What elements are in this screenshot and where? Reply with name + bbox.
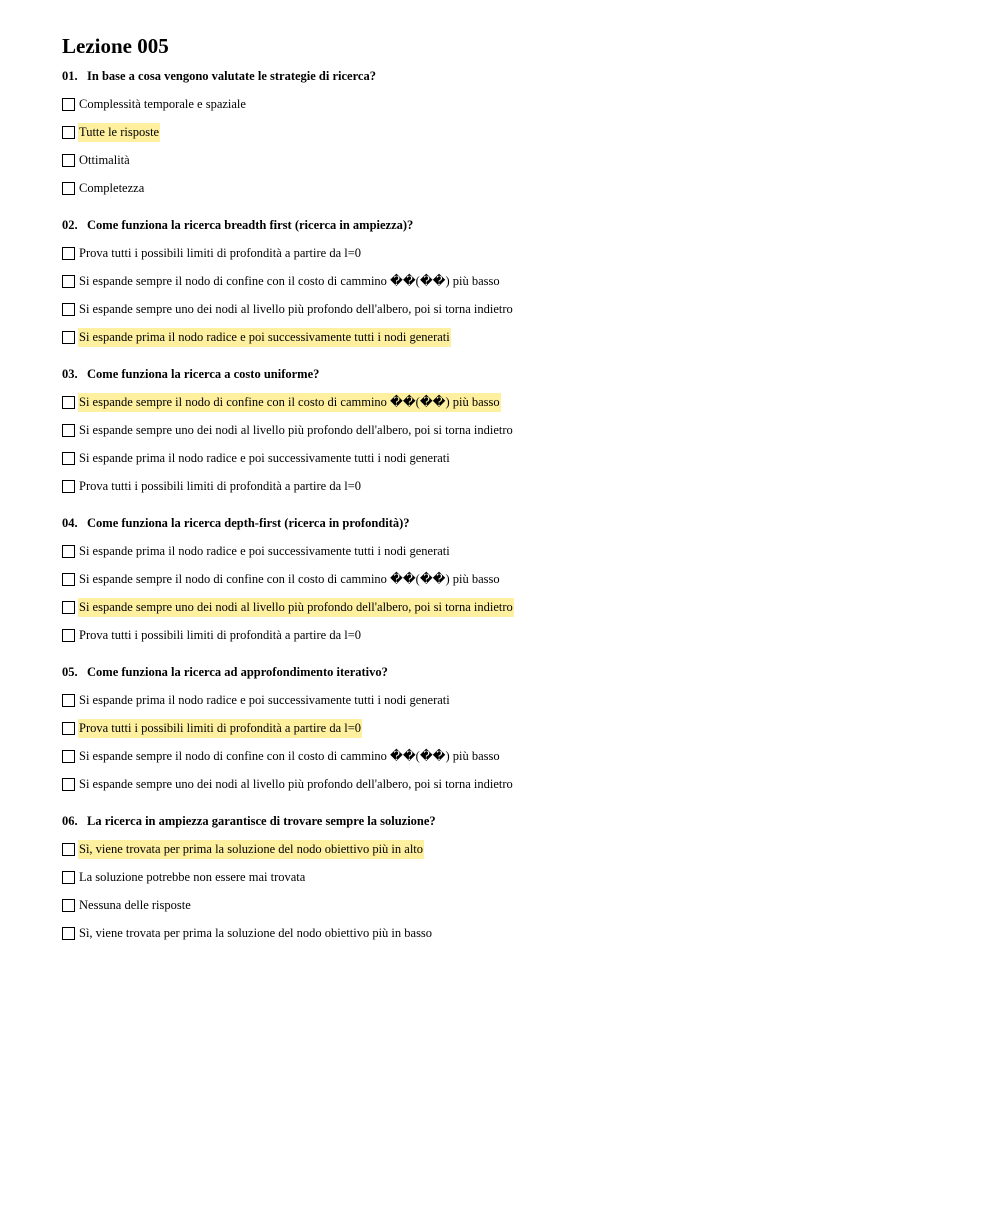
question-text [62, 68, 962, 84]
answer-option[interactable] [62, 565, 962, 593]
answer-option[interactable] [62, 593, 962, 621]
question-text [62, 515, 962, 531]
answer-option[interactable] [62, 621, 962, 649]
answer-text-highlighted: Prova tutti i possibili limiti di profondità a partire da l=0 [78, 719, 362, 738]
question-number: 01. [62, 69, 78, 83]
answer-text: Si espande sempre il nodo di confine con il costo di cammino ��(��) più basso [79, 571, 500, 586]
question-number: 02. [62, 218, 78, 232]
answer-checkbox[interactable] [62, 573, 75, 586]
answer-checkbox[interactable] [62, 750, 75, 763]
question-text [62, 366, 962, 382]
answer-checkbox[interactable] [62, 154, 75, 167]
question-list [62, 68, 962, 947]
question-number: 05. [62, 665, 78, 679]
quiz-page [62, 33, 962, 962]
answer-text: Si espande prima il nodo radice e poi successivamente tutti i nodi generati [79, 692, 450, 707]
answer-text: Si espande sempre il nodo di confine con il costo di cammino ��(��) più basso [79, 748, 500, 763]
answer-option[interactable] [62, 239, 962, 267]
answer-option[interactable] [62, 537, 962, 565]
answer-text: Si espande prima il nodo radice e poi successivamente tutti i nodi generati [79, 543, 450, 558]
question-label: La ricerca in ampiezza garantisce di trovare sempre la soluzione? [87, 814, 436, 828]
answer-option[interactable] [62, 770, 962, 798]
answer-checkbox[interactable] [62, 927, 75, 940]
answer-text-highlighted: Tutte le risposte [78, 123, 160, 142]
answer-checkbox[interactable] [62, 424, 75, 437]
answer-checkbox[interactable] [62, 275, 75, 288]
answer-option[interactable] [62, 323, 962, 351]
answer-text: Si espande sempre uno dei nodi al livello più profondo dell'albero, poi si torna indietro [79, 422, 513, 437]
question-5 [62, 664, 962, 798]
question-label: Come funziona la ricerca a costo uniforme? [87, 367, 320, 381]
question-1 [62, 68, 962, 202]
answer-option[interactable] [62, 863, 962, 891]
answer-checkbox[interactable] [62, 899, 75, 912]
answer-text: Ottimalità [79, 152, 130, 167]
answer-text: Nessuna delle risposte [79, 897, 191, 912]
question-label: Come funziona la ricerca breadth first (ricerca in ampiezza)? [87, 218, 414, 232]
question-number: 06. [62, 814, 78, 828]
answer-text: Si espande sempre uno dei nodi al livello più profondo dell'albero, poi si torna indietro [79, 301, 513, 316]
answer-option[interactable] [62, 714, 962, 742]
question-text [62, 664, 962, 680]
answer-checkbox[interactable] [62, 843, 75, 856]
answer-text: Si espande prima il nodo radice e poi successivamente tutti i nodi generati [79, 450, 450, 465]
answer-checkbox[interactable] [62, 396, 75, 409]
answer-checkbox[interactable] [62, 126, 75, 139]
question-text [62, 217, 962, 233]
question-number: 03. [62, 367, 78, 381]
question-label: Come funziona la ricerca depth-first (ricerca in profondità)? [87, 516, 410, 530]
answer-checkbox[interactable] [62, 629, 75, 642]
answer-checkbox[interactable] [62, 303, 75, 316]
answer-option[interactable] [62, 686, 962, 714]
page-title: Lezione 005 [62, 34, 169, 58]
answer-option[interactable] [62, 388, 962, 416]
answer-checkbox[interactable] [62, 778, 75, 791]
question-number: 04. [62, 516, 78, 530]
answer-text: Complessità temporale e spaziale [79, 96, 246, 111]
answer-text-highlighted: Si espande sempre il nodo di confine con il costo di cammino ��(��) più basso [78, 393, 501, 412]
answer-text: Sì, viene trovata per prima la soluzione del nodo obiettivo più in basso [79, 925, 433, 940]
answer-text: Completezza [79, 180, 145, 195]
answer-checkbox[interactable] [62, 601, 75, 614]
answer-option[interactable] [62, 742, 962, 770]
answer-option[interactable] [62, 118, 962, 146]
answer-text-highlighted: Si espande prima il nodo radice e poi successivamente tutti i nodi generati [78, 328, 451, 347]
question-3 [62, 366, 962, 500]
answer-checkbox[interactable] [62, 545, 75, 558]
question-label: In base a cosa vengono valutate le strategie di ricerca? [87, 69, 376, 83]
answer-option[interactable] [62, 146, 962, 174]
answer-text: Prova tutti i possibili limiti di profondità a partire da l=0 [79, 478, 362, 493]
answer-text: La soluzione potrebbe non essere mai trovata [79, 869, 306, 884]
answer-text: Prova tutti i possibili limiti di profondità a partire da l=0 [79, 627, 362, 642]
answer-checkbox[interactable] [62, 182, 75, 195]
answer-checkbox[interactable] [62, 452, 75, 465]
answer-text-highlighted: Si espande sempre uno dei nodi al livello più profondo dell'albero, poi si torna indietro [78, 598, 514, 617]
answer-option[interactable] [62, 891, 962, 919]
question-2 [62, 217, 962, 351]
answer-option[interactable] [62, 295, 962, 323]
question-text [62, 813, 962, 829]
answer-option[interactable] [62, 267, 962, 295]
answer-text: Prova tutti i possibili limiti di profondità a partire da l=0 [79, 245, 362, 260]
answer-checkbox[interactable] [62, 480, 75, 493]
answer-option[interactable] [62, 90, 962, 118]
answer-checkbox[interactable] [62, 331, 75, 344]
answer-checkbox[interactable] [62, 694, 75, 707]
answer-checkbox[interactable] [62, 247, 75, 260]
answer-text: Si espande sempre uno dei nodi al livello più profondo dell'albero, poi si torna indietro [79, 776, 513, 791]
question-label: Come funziona la ricerca ad approfondimento iterativo? [87, 665, 388, 679]
answer-option[interactable] [62, 444, 962, 472]
answer-text-highlighted: Sì, viene trovata per prima la soluzione del nodo obiettivo più in alto [78, 840, 424, 859]
answer-text: Si espande sempre il nodo di confine con il costo di cammino ��(��) più basso [79, 273, 500, 288]
answer-option[interactable] [62, 174, 962, 202]
question-6 [62, 813, 962, 947]
answer-option[interactable] [62, 472, 962, 500]
answer-checkbox[interactable] [62, 871, 75, 884]
answer-option[interactable] [62, 835, 962, 863]
answer-checkbox[interactable] [62, 722, 75, 735]
answer-checkbox[interactable] [62, 98, 75, 111]
question-4 [62, 515, 962, 649]
answer-option[interactable] [62, 919, 962, 947]
answer-option[interactable] [62, 416, 962, 444]
